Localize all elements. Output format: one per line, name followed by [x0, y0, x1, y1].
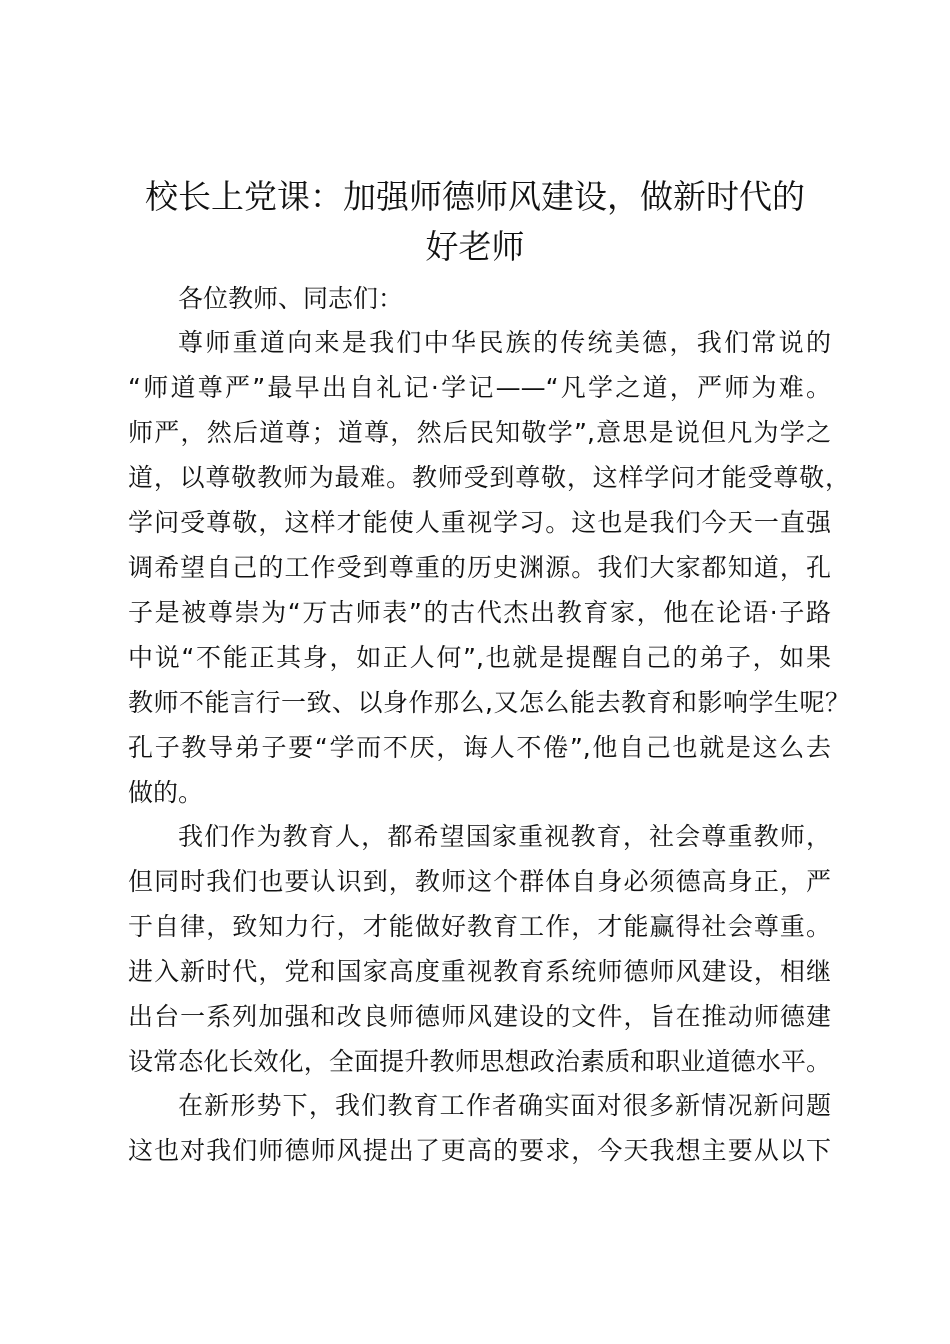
paragraph-line: 道，以尊敬教师为最难。教师受到尊敬，这样学问才能受尊敬， [128, 463, 850, 492]
greeting: 各位教师、同志们： [178, 284, 404, 313]
paragraph-line: 于自律，致知力行，才能做好教育工作，才能赢得社会尊重。 [128, 912, 831, 941]
paragraph-line: 中说“不能正其身，如正人何”,也就是提醒自己的弟子，如果 [128, 643, 831, 672]
paragraph-line: 教师不能言行一致、以身作那么,又怎么能去教育和影响学生呢？ [128, 688, 850, 717]
paragraph-line: “师道尊严”最早出自礼记·学记——“凡学之道，严师为难。 [128, 373, 831, 402]
paragraph-line: 设常态化长效化，全面提升教师思想政治素质和职业道德水平。 [128, 1047, 831, 1076]
paragraph-line: 在新形势下，我们教育工作者确实面对很多新情况新问题 [178, 1091, 831, 1120]
document-title [100, 172, 850, 272]
paragraph-line: 这也对我们师德师风提出了更高的要求，今天我想主要从以下 [128, 1136, 831, 1165]
paragraph-line: 进入新时代，党和国家高度重视教育系统师德师风建设，相继 [128, 957, 831, 986]
title-line: 好老师 [425, 227, 525, 266]
paragraph-line: 调希望自己的工作受到尊重的历史渊源。我们大家都知道，孔 [128, 553, 831, 582]
paragraph-line: 但同时我们也要认识到，教师这个群体自身必须德高身正，严 [128, 867, 831, 896]
paragraph-line: 做的。 [128, 778, 204, 807]
paragraph-line: 子是被尊崇为“万古师表”的古代杰出教育家，他在论语·子路 [128, 598, 831, 627]
paragraph-line: 师严，然后道尊；道尊，然后民知敬学”,意思是说但凡为学之 [128, 418, 831, 447]
paragraph-line: 尊师重道向来是我们中华民族的传统美德，我们常说的 [178, 328, 831, 357]
paragraph-line: 出台一系列加强和改良师德师风建设的文件，旨在推动师德建 [128, 1002, 831, 1031]
paragraph-line: 我们作为教育人，都希望国家重视教育，社会尊重教师， [178, 822, 831, 851]
paragraph-line: 学问受尊敬，这样才能使人重视学习。这也是我们今天一直强 [128, 508, 831, 537]
paragraph-line: 孔子教导弟子要“学而不厌，诲人不倦”,他自己也就是这么去 [128, 733, 831, 762]
title-line: 校长上党课：加强师德师风建设，做新时代的 [145, 177, 805, 216]
